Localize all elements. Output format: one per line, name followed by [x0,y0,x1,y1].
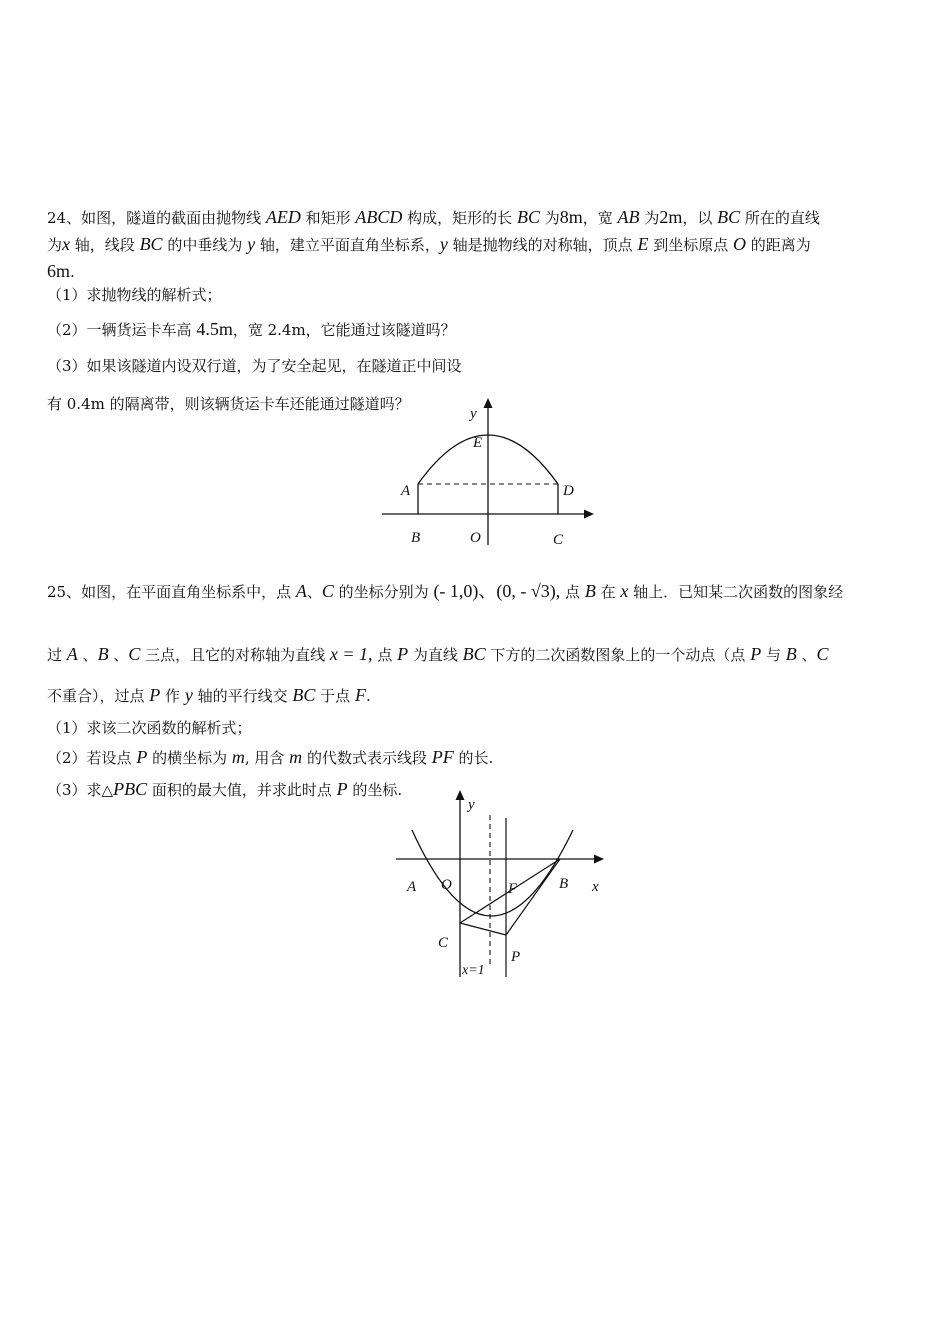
tunnel-figure [370,395,610,555]
label-o: O [441,877,452,893]
label-b: B [411,530,421,546]
label-x: x [592,879,599,895]
label-c: C [553,532,564,548]
q24-line-2: 为x 轴，线段 BC 的中垂线为 y 轴，建立平面直角坐标系，y 轴是抛物线的对称轴，顶点 E 到坐标原点 O 的距离为 [47,234,811,254]
q25-line-3: 不重合），过点 P 作 y 轴的平行线交 BC 于点 F. [47,685,371,705]
label-d: D [563,483,574,499]
q25-sub-3: （3）求△PBC 面积的最大值，并求此时点 P 的坐标. [47,779,403,799]
q24-sub-3b: 有 0.4m 的隔离带，则该辆货运卡车还能通过隧道吗？ [47,395,410,413]
q25-line-2: 过 A 、B 、C 三点，且它的对称轴为直线 x = 1, 点 P 为直线 BC 下方的二次函数图象上的一个动点（点 P 与 B 、C [47,644,829,664]
label-a: A [401,483,411,499]
segment-cp [460,923,506,935]
label-y: y [468,797,475,813]
q24-line-3: 6m. [47,261,75,281]
segment-pb [506,859,560,935]
x-axis-arrow [594,855,604,864]
label-a: A [407,879,417,895]
label-o: O [470,530,481,546]
label-f: F [508,881,518,897]
parabola-figure [390,785,615,985]
q25-line-1: 25、如图，在平面直角坐标系中，点 A、C 的坐标分别为 (- 1,0)、(0, - √3), 点 B 在 x 轴上．已知某二次函数的图象经 [47,581,844,601]
q24-line-1: 24、如图，隧道的截面由抛物线 AED 和矩形 ABCD 构成，矩形的长 BC 为8m，宽 AB 为2m，以 BC 所在的直线 [47,207,820,227]
y-axis-arrow [484,398,493,408]
label-axis-x1: x=1 [462,963,485,978]
label-p: P [511,949,521,965]
parabola [412,830,573,916]
q24-sub-3a: （3）如果该隧道内设双行道，为了安全起见，在隧道正中间设 [47,357,462,375]
y-axis-arrow [456,790,465,800]
label-c: C [438,935,449,951]
x-axis-arrow [584,510,594,519]
q25-sub-1: （1）求该二次函数的解析式； [47,719,252,737]
label-b: B [559,876,569,892]
label-e: E [473,435,483,451]
q25-sub-2: （2）若设点 P 的横坐标为 m, 用含 m 的代数式表示线段 PF 的长. [47,747,494,767]
q24-sub-1: （1）求抛物线的解析式； [47,286,222,304]
q24-sub-2: （2）一辆货运卡车高 4.5m，宽 2.4m，它能通过该隧道吗？ [47,319,456,339]
label-y: y [470,406,477,422]
